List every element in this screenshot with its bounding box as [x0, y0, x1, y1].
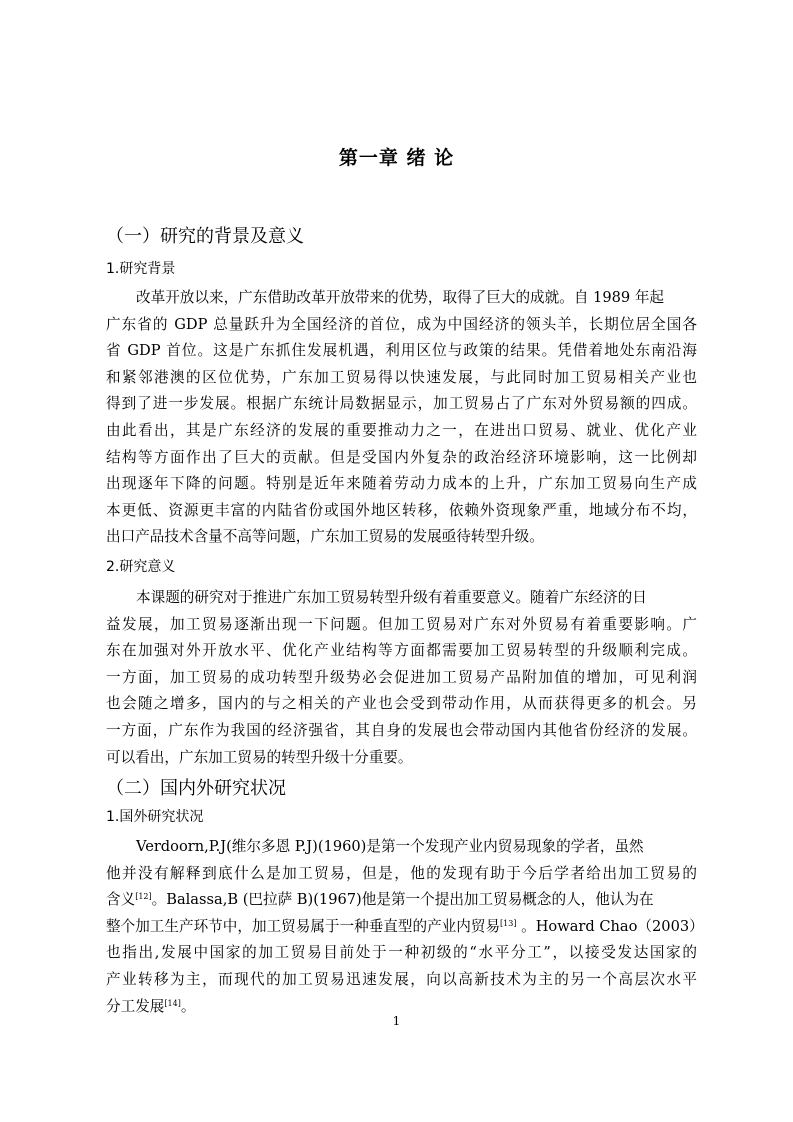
text-line: 可以看出，广东加工贸易的转型升级十分重要。	[106, 748, 413, 766]
text-line: 出现逐年下降的问题。特别是近年来随着劳动力成本的上升，广东加工贸易向生产成	[106, 475, 697, 493]
text-fragment: 整个加工生产环节中，加工贸易属于一种垂直型的产业内贸易	[106, 917, 501, 935]
citation-ref: [12]	[135, 892, 152, 902]
text-line	[106, 887, 697, 914]
text-fragment: 。	[180, 997, 196, 1015]
section-heading-research-status: （二）国内外研究状况	[106, 778, 286, 799]
paragraph-background	[106, 285, 697, 551]
text-line: 广东省的 GDP 总量跃升为全国经济的首位，成为中国经济的领头羊，长期位居全国各	[106, 315, 697, 333]
text-line: 省 GDP 首位。这是广东抓住发展机遇，利用区位与政策的结果。凭借着地处东南沿海	[106, 342, 697, 360]
text-line: 也指出,发展中国家的加工贸易目前处于一种初级的“水平分工”，以接受发达国家的	[106, 944, 697, 962]
text-line: 也会随之增多，国内的与之相关的产业也会受到带动作用，从而获得更多的机会。另	[106, 695, 697, 713]
paragraph-foreign-research	[106, 834, 704, 1020]
subsection-heading-significance: 2.研究意义	[106, 559, 176, 575]
citation-ref: [14]	[164, 998, 181, 1008]
text-line: 得到了进一步发展。根据广东统计局数据显示，加工贸易占了广东对外贸易额的四成。	[106, 395, 697, 413]
text-fragment: 含义	[106, 891, 136, 909]
text-line: 产业转移为主，而现代的加工贸易迅速发展，向以高新技术为主的另一个高层次水平	[106, 970, 697, 988]
subsection-heading-background: 1.研究背景	[106, 261, 176, 277]
text-line: 本课题的研究对于推进广东加工贸易转型升级有着重要意义。随着广东经济的日	[136, 589, 647, 606]
text-line: 改革开放以来，广东借助改革开放带来的优势，取得了巨大的成就。自 1989 年起	[136, 289, 665, 306]
chapter-title: 第一章 绪 论	[338, 147, 455, 169]
text-line: 出口产品技术含量不高等问题，广东加工贸易的发展亟待转型升级。	[106, 528, 544, 546]
section-heading-background: （一）研究的背景及意义	[106, 226, 304, 247]
text-line: 他并没有解释到底什么是加工贸易，但是，他的发现有助于今后学者给出加工贸易的	[106, 864, 697, 882]
text-fragment: 。Balassa,B (巴拉萨 B)(1967)他是第一个提出加工贸易概念的人，他认为在	[151, 891, 654, 909]
citation-ref: [13]	[500, 918, 517, 928]
subsection-heading-foreign-research: 1.国外研究状况	[106, 809, 204, 825]
text-line: Verdoorn,P.J(维尔多恩 P.J)(1960)是第一个发现产业内贸易现象的学者，虽然	[136, 838, 644, 855]
text-line: 由此看出，其是广东经济的发展的重要推动力之一，在进出口贸易、就业、优化产业	[106, 421, 697, 439]
text-fragment: 。Howard Chao（2003）	[516, 917, 704, 935]
text-line: 益发展，加工贸易逐渐出现一下问题。但加工贸易对广东对外贸易有着重要影响。广	[106, 615, 697, 633]
text-line: 一方面，广东作为我国的经济强省，其自身的发展也会带动国内其他省份经济的发展。	[106, 721, 697, 739]
text-line: 和紧邻港澳的区位优势，广东加工贸易得以快速发展，与此同时加工贸易相关产业也	[106, 368, 697, 386]
text-line: 结构等方面作出了巨大的贡献。但是受国内外复杂的政治经济环境影响，这一比例却	[106, 448, 697, 466]
page-number: 1	[392, 1014, 401, 1028]
text-line	[106, 914, 704, 941]
paragraph-significance	[106, 585, 697, 771]
text-line: 东在加强对外开放水平、优化产业结构等方面都需要加工贸易转型的升级顺利完成。	[106, 642, 697, 660]
text-line: 本更低、资源更丰富的内陆省份或国外地区转移，依赖外资现象严重，地域分布不均，	[106, 501, 697, 519]
text-line: 一方面，加工贸易的成功转型升级势必会促进加工贸易产品附加值的增加，可见利润	[106, 668, 697, 686]
text-fragment: 分工发展	[106, 997, 165, 1015]
